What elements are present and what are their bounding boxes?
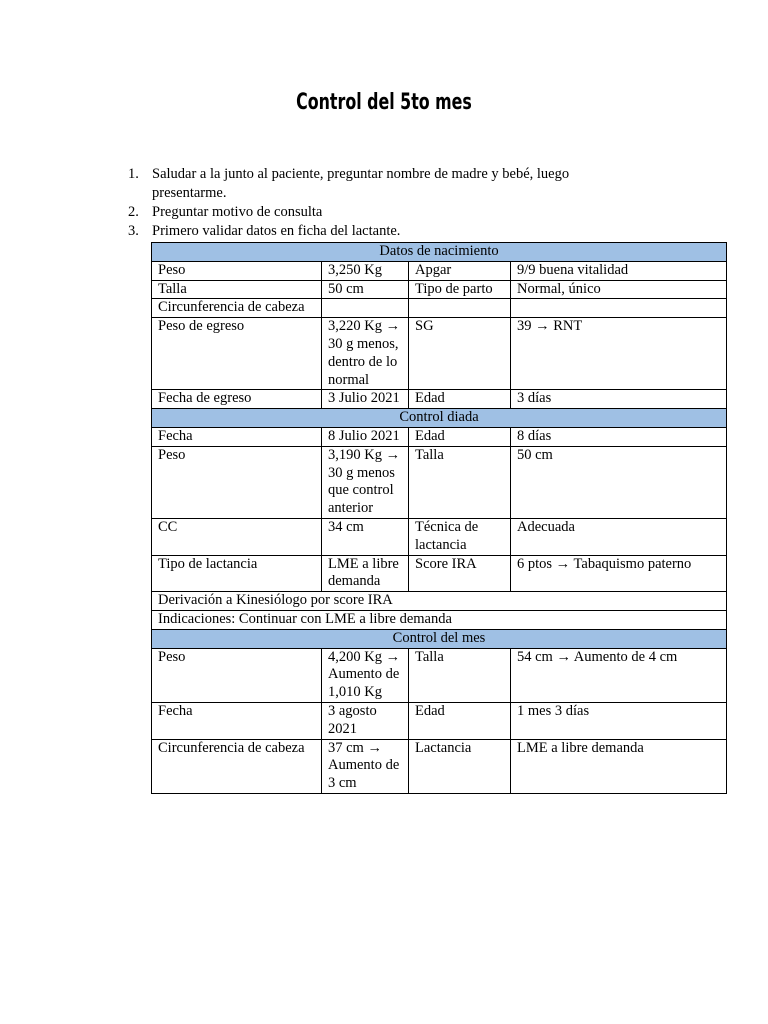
table-cell-value bbox=[511, 299, 727, 318]
table-cell-label: Fecha de egreso bbox=[152, 390, 322, 409]
table-cell-value: 3 Julio 2021 bbox=[322, 390, 409, 409]
list-item bbox=[118, 222, 618, 241]
table-row bbox=[152, 261, 727, 280]
table-cell-note: Derivación a Kinesiólogo por score IRA bbox=[152, 592, 727, 611]
list-item bbox=[118, 203, 618, 222]
section-header-mes: Control del mes bbox=[152, 629, 727, 648]
table-row bbox=[152, 280, 727, 299]
table-row bbox=[152, 427, 727, 446]
table-cell-value: 8 días bbox=[511, 427, 727, 446]
table-cell-label: SG bbox=[409, 318, 511, 390]
table-row bbox=[152, 446, 727, 518]
table-cell-label: Score IRA bbox=[409, 555, 511, 592]
section-header-diada: Control diada bbox=[152, 409, 727, 428]
steps-list bbox=[118, 165, 618, 241]
table-cell-value: 37 cm → Aumento de 3 cm bbox=[322, 739, 409, 793]
list-text: Preguntar motivo de consulta bbox=[152, 204, 323, 220]
table-cell-value: 50 cm bbox=[511, 446, 727, 518]
table-cell-label: Peso bbox=[152, 446, 322, 518]
table-cell-label: Circunferencia de cabeza bbox=[152, 739, 322, 793]
table-cell-label: Talla bbox=[409, 446, 511, 518]
table-cell-label: Talla bbox=[152, 280, 322, 299]
table-cell-label: Tipo de lactancia bbox=[152, 555, 322, 592]
table-cell-value: Adecuada bbox=[511, 518, 727, 555]
table-cell-label: Edad bbox=[409, 702, 511, 739]
table-cell-label: Lactancia bbox=[409, 739, 511, 793]
table-row bbox=[152, 243, 727, 262]
table-cell-value: 3 días bbox=[511, 390, 727, 409]
table-cell-label: Edad bbox=[409, 427, 511, 446]
list-number: 1. bbox=[128, 166, 139, 182]
table-cell-label: Fecha bbox=[152, 427, 322, 446]
table-row bbox=[152, 648, 727, 702]
table-cell-label: Fecha bbox=[152, 702, 322, 739]
table-cell-label bbox=[409, 299, 511, 318]
table-row bbox=[152, 739, 727, 793]
list-number: 3. bbox=[128, 223, 139, 239]
table-row bbox=[152, 299, 727, 318]
table-row bbox=[152, 390, 727, 409]
table-cell-value: 9/9 buena vitalidad bbox=[511, 261, 727, 280]
table-cell-value: 8 Julio 2021 bbox=[322, 427, 409, 446]
table-cell-value: 3,190 Kg → 30 g menos que control anterior bbox=[322, 446, 409, 518]
table-cell-value: 39 → RNT bbox=[511, 318, 727, 390]
table-cell-value: 3 agosto 2021 bbox=[322, 702, 409, 739]
table-cell-note: Indicaciones: Continuar con LME a libre demanda bbox=[152, 610, 727, 629]
table-row bbox=[152, 592, 727, 611]
table-cell-value: 34 cm bbox=[322, 518, 409, 555]
table-cell-value: Normal, único bbox=[511, 280, 727, 299]
table-cell-value: 3,250 Kg bbox=[322, 261, 409, 280]
table-cell-label: Peso de egreso bbox=[152, 318, 322, 390]
page-title: Control del 5to mes bbox=[296, 90, 472, 115]
table-cell-value: 54 cm → Aumento de 4 cm bbox=[511, 648, 727, 702]
table-cell-value: 50 cm bbox=[322, 280, 409, 299]
table-cell-value: 3,220 Kg → 30 g menos, dentro de lo normal bbox=[322, 318, 409, 390]
table-cell-value: LME a libre demanda bbox=[511, 739, 727, 793]
table-row bbox=[152, 409, 727, 428]
table-cell-value bbox=[322, 299, 409, 318]
table-cell-label: Circunferencia de cabeza bbox=[152, 299, 322, 318]
table-cell-value: 6 ptos → Tabaquismo paterno bbox=[511, 555, 727, 592]
table-cell-label: Técnica de lactancia bbox=[409, 518, 511, 555]
table-row bbox=[152, 702, 727, 739]
section-header-nacimiento: Datos de nacimiento bbox=[152, 243, 727, 262]
table-cell-label: Tipo de parto bbox=[409, 280, 511, 299]
list-item bbox=[118, 165, 618, 203]
patient-data-table bbox=[151, 242, 727, 794]
table-cell-label: Talla bbox=[409, 648, 511, 702]
table-cell-label: Peso bbox=[152, 261, 322, 280]
table-row bbox=[152, 555, 727, 592]
table-cell-value: 1 mes 3 días bbox=[511, 702, 727, 739]
table-cell-value: 4,200 Kg → Aumento de 1,010 Kg bbox=[322, 648, 409, 702]
table-row bbox=[152, 518, 727, 555]
list-text: Primero validar datos en ficha del lactante. bbox=[152, 223, 401, 239]
table-row bbox=[152, 610, 727, 629]
list-number: 2. bbox=[128, 204, 139, 220]
table-cell-label: Peso bbox=[152, 648, 322, 702]
table-cell-label: CC bbox=[152, 518, 322, 555]
table-cell-label: Apgar bbox=[409, 261, 511, 280]
table-row bbox=[152, 318, 727, 390]
table-row bbox=[152, 629, 727, 648]
list-text: Saludar a la junto al paciente, preguntar nombre de madre y bebé, luego presentarme. bbox=[152, 166, 570, 201]
table-cell-label: Edad bbox=[409, 390, 511, 409]
table-cell-value: LME a libre demanda bbox=[322, 555, 409, 592]
